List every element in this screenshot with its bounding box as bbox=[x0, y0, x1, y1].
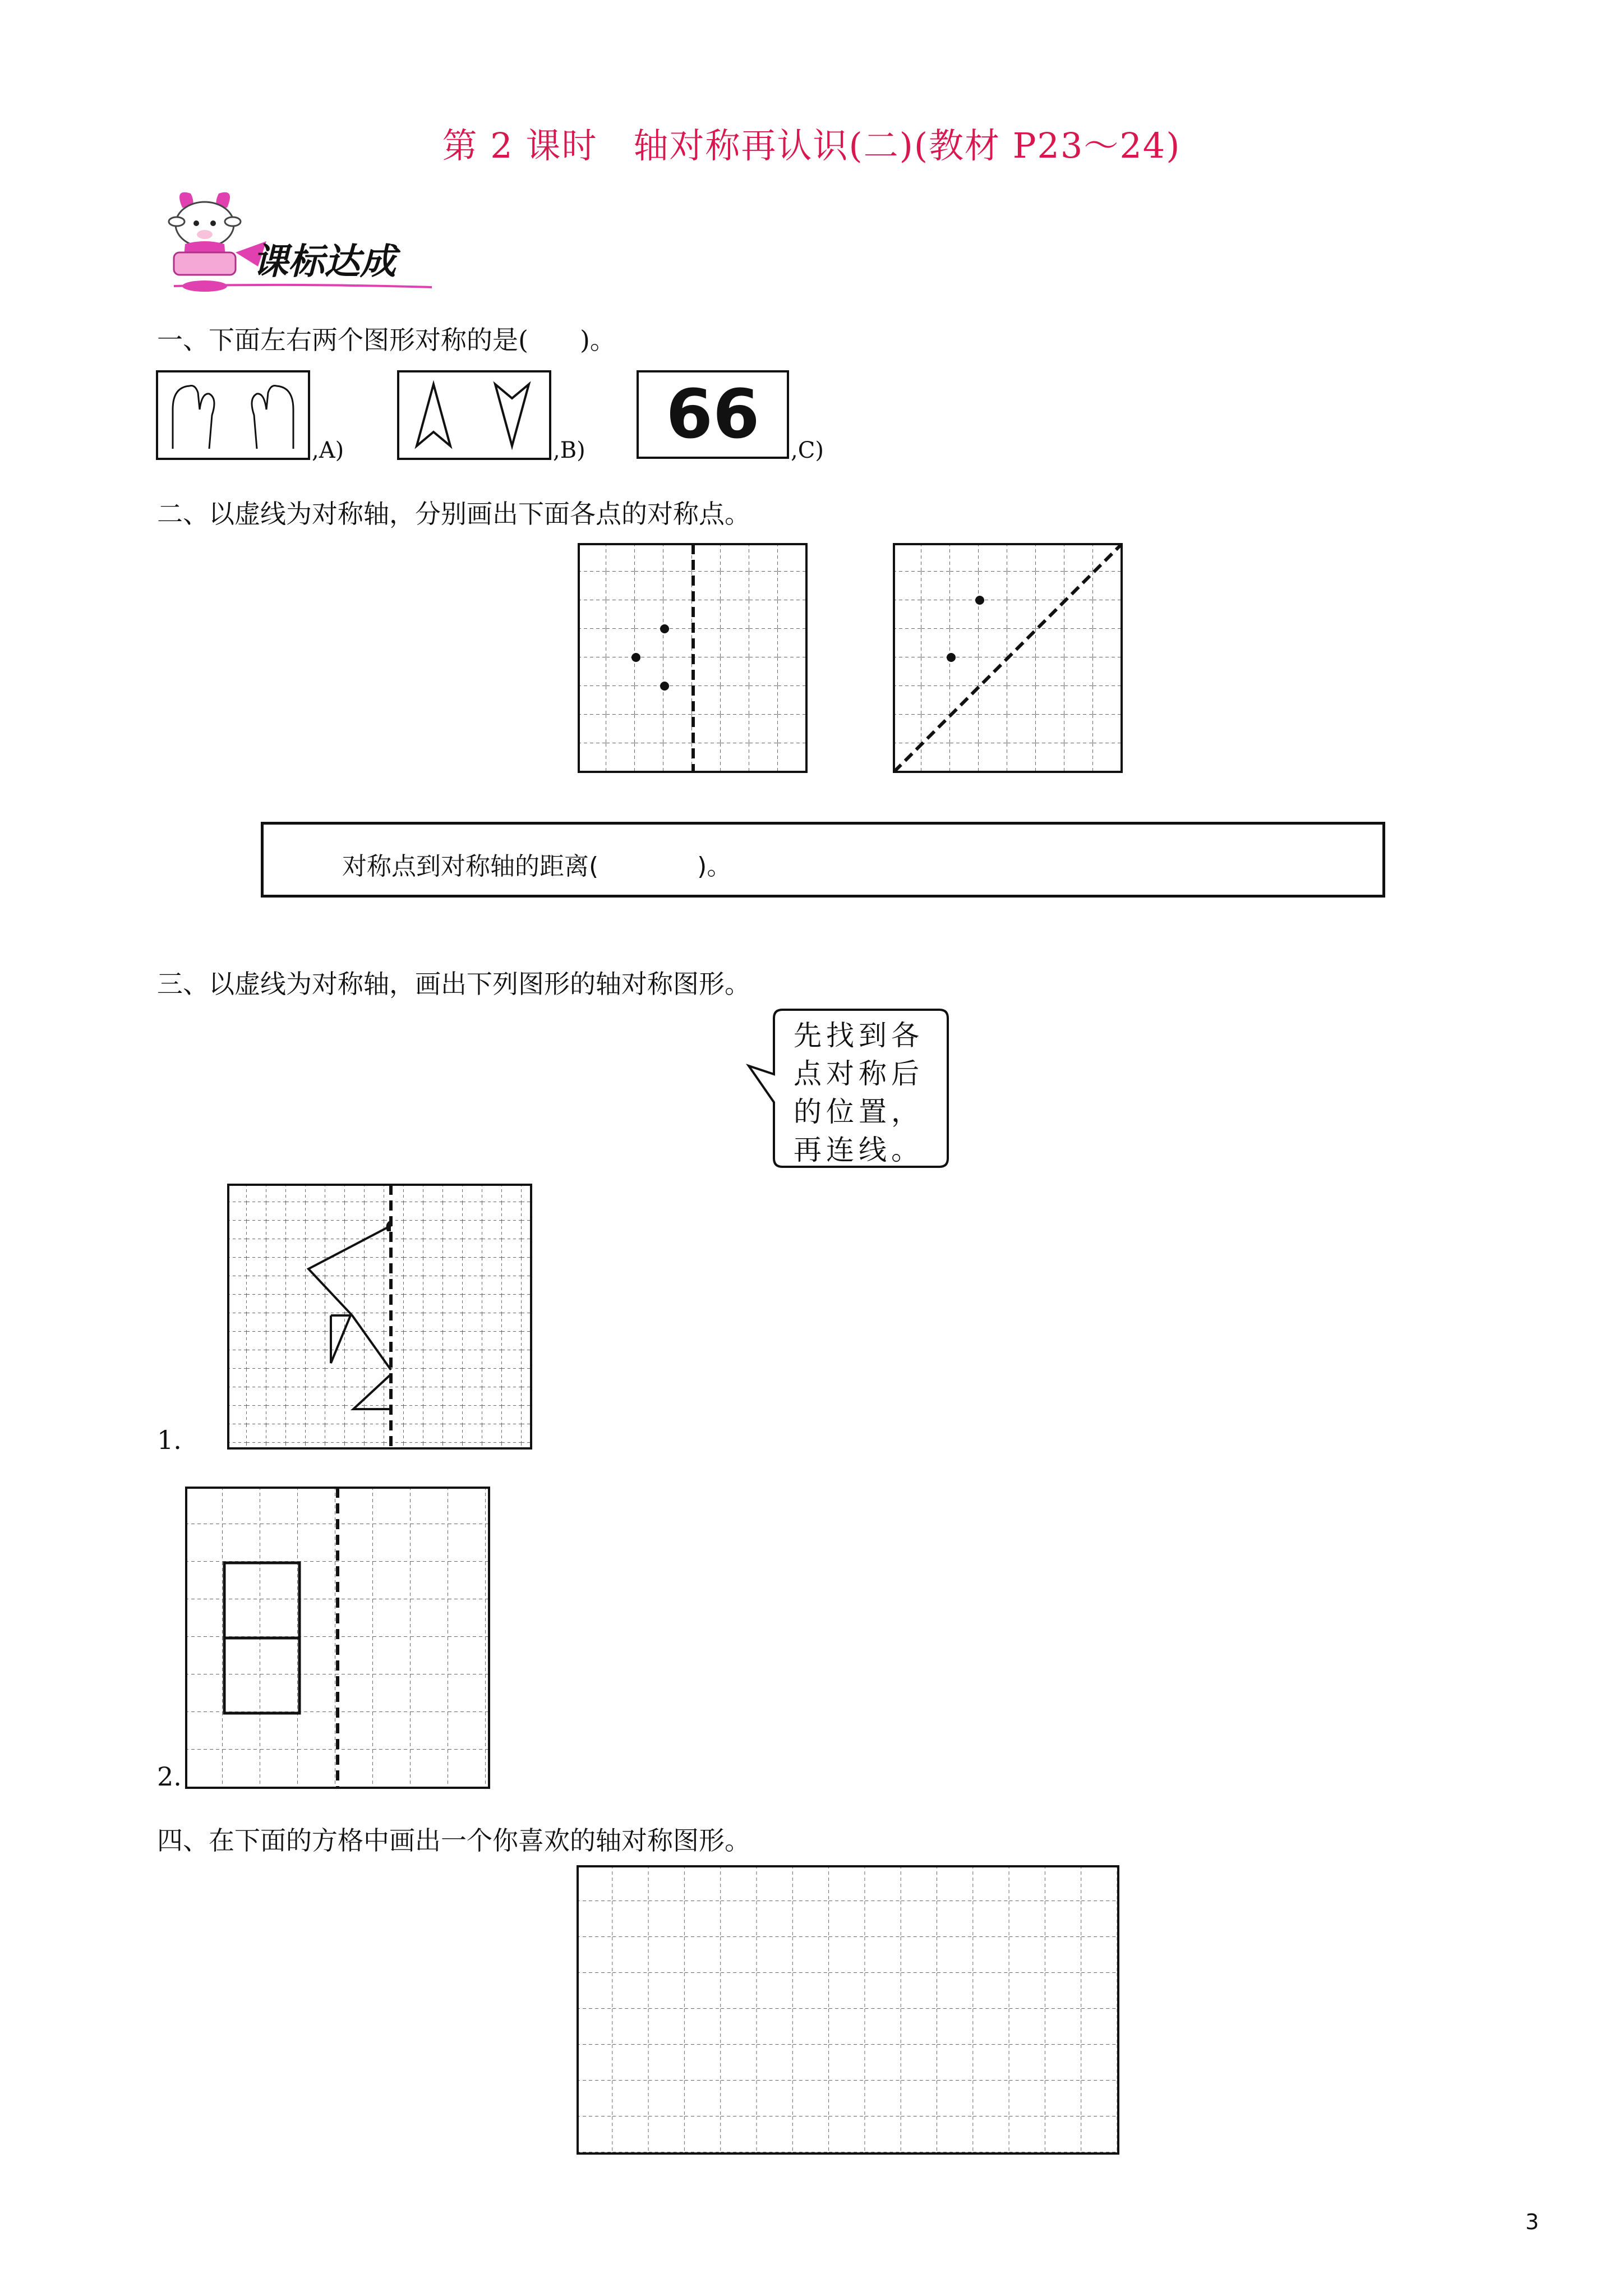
symmetry-grid-diagonal bbox=[893, 543, 1123, 773]
question-3: 三、以虚线为对称轴，画出下列图形的轴对称图形。 bbox=[157, 969, 750, 999]
item-1-label: 1. bbox=[157, 1425, 182, 1455]
free-drawing-grid[interactable] bbox=[577, 1865, 1121, 2157]
item-2-label: 2. bbox=[157, 1761, 182, 1792]
option-c-label: ,C) bbox=[791, 438, 824, 463]
rule-box bbox=[261, 822, 1385, 898]
rule-text: 对称点到对称轴的距离( )。 bbox=[342, 852, 732, 881]
question-2: 二、以虚线为对称轴，分别画出下面各点的对称点。 bbox=[157, 499, 750, 529]
symmetry-grid-vertical bbox=[578, 543, 808, 773]
option-c-glyph: 66 bbox=[666, 376, 760, 454]
option-a-label: ,A) bbox=[312, 438, 344, 463]
option-c-figure bbox=[637, 370, 789, 459]
question-1: 一、下面左右两个图形对称的是( )。 bbox=[157, 325, 616, 355]
section-badge: 课标达成 bbox=[252, 241, 396, 283]
item-2-grid bbox=[185, 1487, 492, 1789]
page-number: 3 bbox=[1525, 2210, 1539, 2234]
option-b-figure bbox=[397, 370, 551, 460]
hint-text: 先找到各 点对称后 的位置， 再连线。 bbox=[794, 1019, 924, 1166]
page-title: 第 2 课时 轴对称再认识(二)(教材 P23～24) bbox=[442, 125, 1181, 166]
option-b-label: ,B) bbox=[553, 438, 585, 463]
question-4: 四、在下面的方格中画出一个你喜欢的轴对称图形。 bbox=[157, 1825, 750, 1856]
item-1-grid bbox=[227, 1184, 536, 1453]
option-a-figure bbox=[156, 370, 310, 460]
